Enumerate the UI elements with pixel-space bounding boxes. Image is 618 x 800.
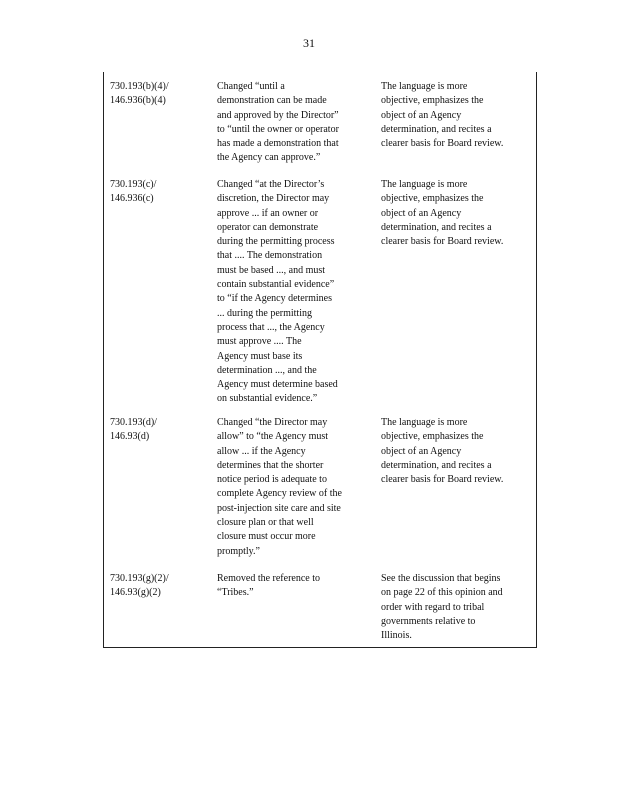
reason-cell: The language is more objective, emphasizes the object of an Agency determination, and recites a clearer basis for Board review. [381,81,504,150]
section-cell: 730.193(b)(4)/ 146.936(b)(4) [110,81,169,107]
change-cell: Changed “until a demonstration can be made and approved by the Director” to “until the owner or operator has made a demonstration that the Agency can approve.” [217,81,339,164]
reason-cell: See the discussion that begins on page 22 of this opinion and order with regard to tribal governments relative to Illinois. [381,573,503,642]
change-cell: Removed the reference to “Tribes.” [217,573,321,599]
reason-cell: The language is more objective, emphasizes the object of an Agency determination, and recites a clearer basis for Board review. [381,417,504,486]
reason-cell: The language is more objective, emphasizes the object of an Agency determination, and recites a clearer basis for Board review. [381,179,504,248]
change-cell: Changed “at the Director’s discretion, the Director may approve ... if an owner or operator can demonstrate during the permitting process that .... The demonstration must be based ..., and must contain substantial evidence” to “if the Agency determines ... during the permitting process that ..., the Agency must approve .... The Agency must base its determination ..., and the Agency must determine based on substantial evidence.” [217,179,338,405]
section-cell: 730.193(d)/ 146.93(d) [110,417,157,443]
page-number: 31 [303,36,315,50]
section-cell: 730.193(g)(2)/ 146.93(g)(2) [110,573,169,599]
comparison-table [103,72,537,648]
change-cell: Changed “the Director may allow” to “the Agency must allow ... if the Agency determines that the shorter notice period is adequate to complete Agency review of the post-injection site care and site closure plan or that well closure must occur more promptly.” [217,417,342,557]
section-cell: 730.193(c)/ 146.936(c) [110,179,157,205]
